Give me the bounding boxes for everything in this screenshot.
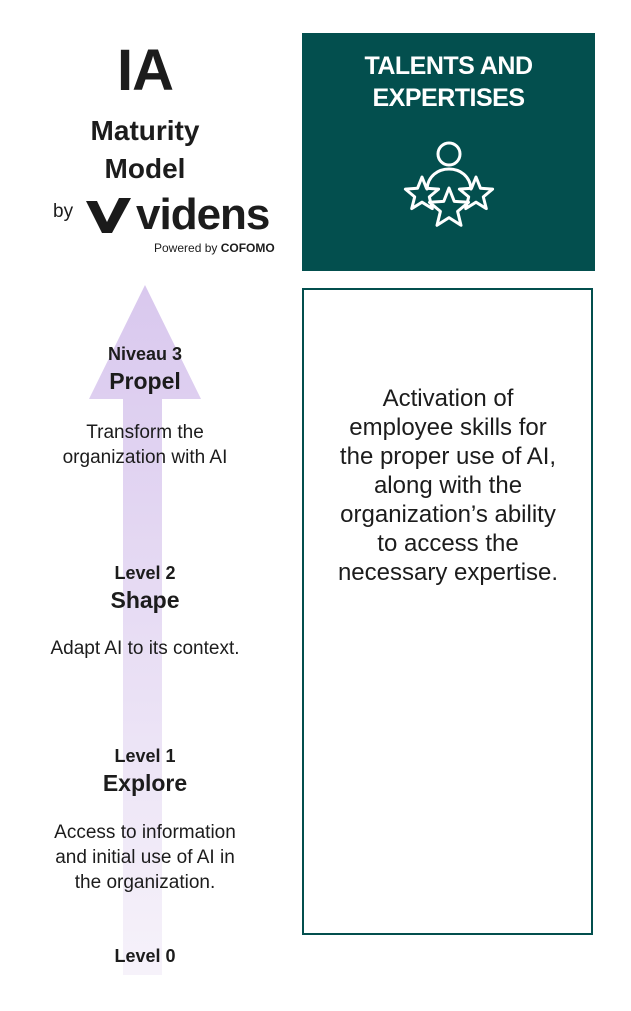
description-line: to access the [377,530,519,557]
level-2-number: Level 2 [114,563,176,583]
title-subtitle [0,112,290,188]
description-line: along with the [373,472,523,499]
description-line: Activation of [382,385,514,412]
level-0-number: Level 0 [114,946,176,966]
level-2-description [10,636,280,661]
description-line: necessary expertise. [337,559,559,586]
by-label: by [53,201,74,222]
brand-name: videns [136,190,270,239]
level-1-desc-line: the organization. [74,872,216,893]
description-line: the proper use of AI, [339,443,557,470]
title-ia: IA [117,38,173,103]
level-2-desc-line: Adapt AI to its context. [50,638,240,659]
talents-title-line1: TALENTS AND [364,52,533,80]
description-panel [302,288,593,935]
title-subtitle-line1: Maturity [90,115,200,146]
description-text [318,384,578,587]
level-1-name: Explore [102,770,188,796]
level-3-description [10,420,280,470]
description-line: employee skills for [349,414,547,441]
powered-by [154,241,275,255]
level-3-number: Niveau 3 [107,344,183,364]
description-line: organization’s ability [340,501,556,528]
level-3-desc-line: Transform the [86,422,204,443]
title-subtitle-line2: Model [104,153,186,184]
level-2-name: Shape [110,587,180,613]
talent-stars-icon [394,141,504,241]
level-1-desc-line: Access to information [54,822,236,843]
powered-by-prefix: Powered by [154,241,218,255]
level-1-number: Level 1 [114,746,176,766]
talents-title-line2: EXPERTISES [372,84,525,112]
videns-v-logo-icon [86,198,132,234]
powered-by-brand: COFOMO [220,241,275,255]
talents-panel-header [302,33,595,271]
talents-title [302,50,595,114]
level-3-desc-line: organization with AI [62,447,228,468]
level-3-name: Propel [109,368,181,394]
level-1-description [10,820,280,895]
level-1-desc-line: and initial use of AI in [55,847,235,868]
